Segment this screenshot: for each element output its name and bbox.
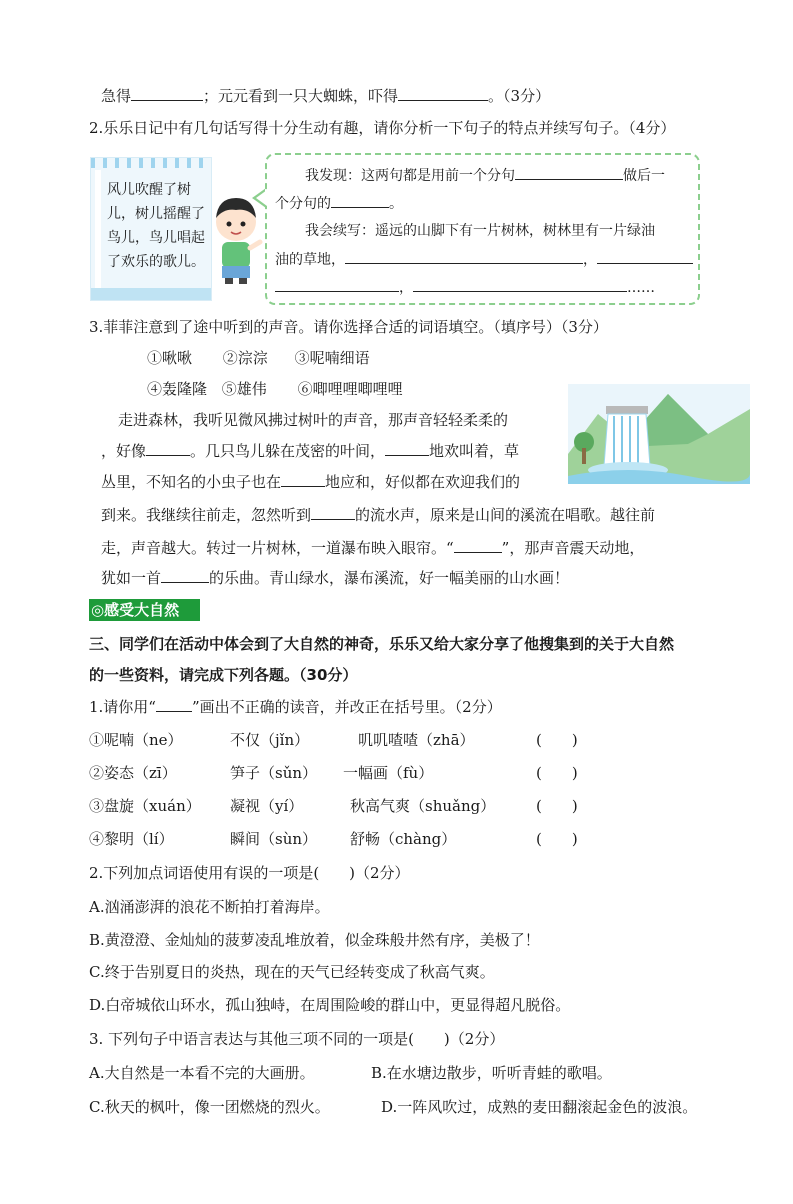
subquestion-2-title: 2.下列加点词语使用有误的一项是( )（2分） (89, 864, 410, 882)
options-row-1: ①啾啾 ②淙淙 ③呢喃细语 (147, 349, 370, 367)
option-d[interactable]: D.一阵风吹过，成熟的麦田翻滚起金色的波浪。 (381, 1098, 698, 1116)
paragraph-line-3: 丛里，不知名的小虫子也在 地应和，好似都在欢迎我们的 (101, 473, 521, 491)
pinyin-cell: 不仅（jǐn） (230, 731, 310, 749)
subquestion-3-title: 3. 下列句子中语言表达与其他三项不同的一项是( )（2分） (89, 1030, 505, 1048)
pinyin-cell: 舒畅（chàng） (350, 830, 457, 848)
top-line: 急得 ；元元看到一只大蜘蛛，吓得 。（3分） (101, 87, 551, 105)
question-2-title: 2.乐乐日记中有几句话写得十分生动有趣，请你分析一下句子的特点并续写句子。（4分） (89, 119, 676, 137)
diary-text: 风儿吹醒了树儿，树儿摇醒了鸟儿，鸟儿唱起了欢乐的歌儿。 (107, 182, 205, 270)
section-heading-line-2: 的一些资料，请完成下列各题。（30分） (89, 666, 358, 684)
answer-blank[interactable] (385, 441, 429, 456)
answer-parens[interactable]: ( ) (536, 731, 578, 749)
answer-blank[interactable] (515, 165, 623, 180)
answer-blank[interactable] (275, 277, 399, 292)
answer-blank[interactable] (454, 538, 502, 553)
waterfall-illustration (568, 384, 750, 484)
answer-blank[interactable] (311, 505, 355, 520)
paragraph-line-1: 走进森林，我听见微风拂过树叶的声音，那声音轻轻柔柔的 (118, 411, 509, 429)
pinyin-row: ④黎明（lí） (89, 830, 174, 848)
paragraph-line-2: ，好像 。几只鸟儿躲在茂密的叶间， 地欢叫着，草 (101, 442, 520, 460)
answer-blank[interactable] (398, 86, 488, 101)
paragraph-line-5: 走，声音越大。转过一片树林，一道瀑布映入眼帘。“ ”，那声音震天动地， (101, 539, 645, 557)
answer-blank[interactable] (331, 193, 389, 208)
option-d[interactable]: D.白帝城依山环水，孤山独峙，在周围险峻的群山中，更显得超凡脱俗。 (89, 996, 571, 1014)
pinyin-cell: 一幅画（fù） (343, 764, 434, 782)
answer-blank[interactable] (161, 568, 209, 583)
answer-blank[interactable] (131, 86, 203, 101)
option-c[interactable]: C.终于告别夏日的炎热，现在的天气已经转变成了秋高气爽。 (89, 963, 495, 981)
options-row-2: ④轰隆隆 ⑤雄伟 ⑥唧哩哩唧哩哩 (147, 380, 403, 398)
pinyin-row: ①呢喃（ne） (89, 731, 183, 749)
question-3-title: 3.菲菲注意到了途中听到的声音。请你选择合适的词语填空。（填序号）（3分） (89, 318, 608, 336)
option-b[interactable]: B.在水塘边散步，听听青蛙的歌唱。 (371, 1064, 612, 1082)
option-c[interactable]: C.秋天的枫叶，像一团燃烧的烈火。 (89, 1098, 330, 1116)
pinyin-cell: 凝视（yí） (230, 797, 304, 815)
pinyin-cell: 瞬间（sùn） (230, 830, 318, 848)
pinyin-row: ③盘旋（xuán） (89, 797, 201, 815)
answer-blank[interactable] (146, 441, 190, 456)
answer-parens[interactable]: ( ) (536, 764, 578, 782)
pinyin-row: ②姿态（zī） (89, 764, 177, 782)
answer-blank[interactable] (345, 249, 583, 264)
answer-parens[interactable]: ( ) (536, 830, 578, 848)
paragraph-line-6: 犹如一首 的乐曲。青山绿水，瀑布溪流，好一幅美丽的山水画！ (101, 569, 570, 587)
answer-parens[interactable]: ( ) (536, 797, 578, 815)
thought-bubble: 我发现：这两句都是用前一个分句 做后一 个分句的 。 我会续写：遥远的山脚下有一片树林，树林里有一片绿油 油的草地， ， ， …… (265, 153, 700, 305)
paragraph-line-4: 到来。我继续往前走，忽然听到 的流水声，原来是山间的溪流在唱歌。越往前 (101, 506, 656, 524)
subquestion-1-title: 1.请你用“ ”画出不正确的读音，并改正在括号里。（2分） (89, 698, 502, 716)
pinyin-cell: 笋子（sǔn） (230, 764, 318, 782)
diary-card (90, 157, 212, 301)
section-banner: ◎感受大自然 (89, 599, 200, 621)
pinyin-cell: 秋高气爽（shuǎng） (350, 797, 496, 815)
answer-blank[interactable] (413, 277, 627, 292)
option-a[interactable]: A.汹涌澎湃的浪花不断拍打着海岸。 (89, 898, 330, 916)
answer-blank[interactable] (281, 472, 325, 487)
section-heading-line-1: 三、同学们在活动中体会到了大自然的神奇，乐乐又给大家分享了他搜集到的关于大自然 (89, 635, 675, 653)
option-a[interactable]: A.大自然是一本看不完的大画册。 (89, 1064, 315, 1082)
pinyin-cell: 叽叽喳喳（zhā） (358, 731, 475, 749)
option-b[interactable]: B.黄澄澄、金灿灿的菠萝凌乱堆放着，似金珠般井然有序，美极了！ (89, 931, 540, 949)
answer-blank[interactable] (597, 249, 693, 264)
